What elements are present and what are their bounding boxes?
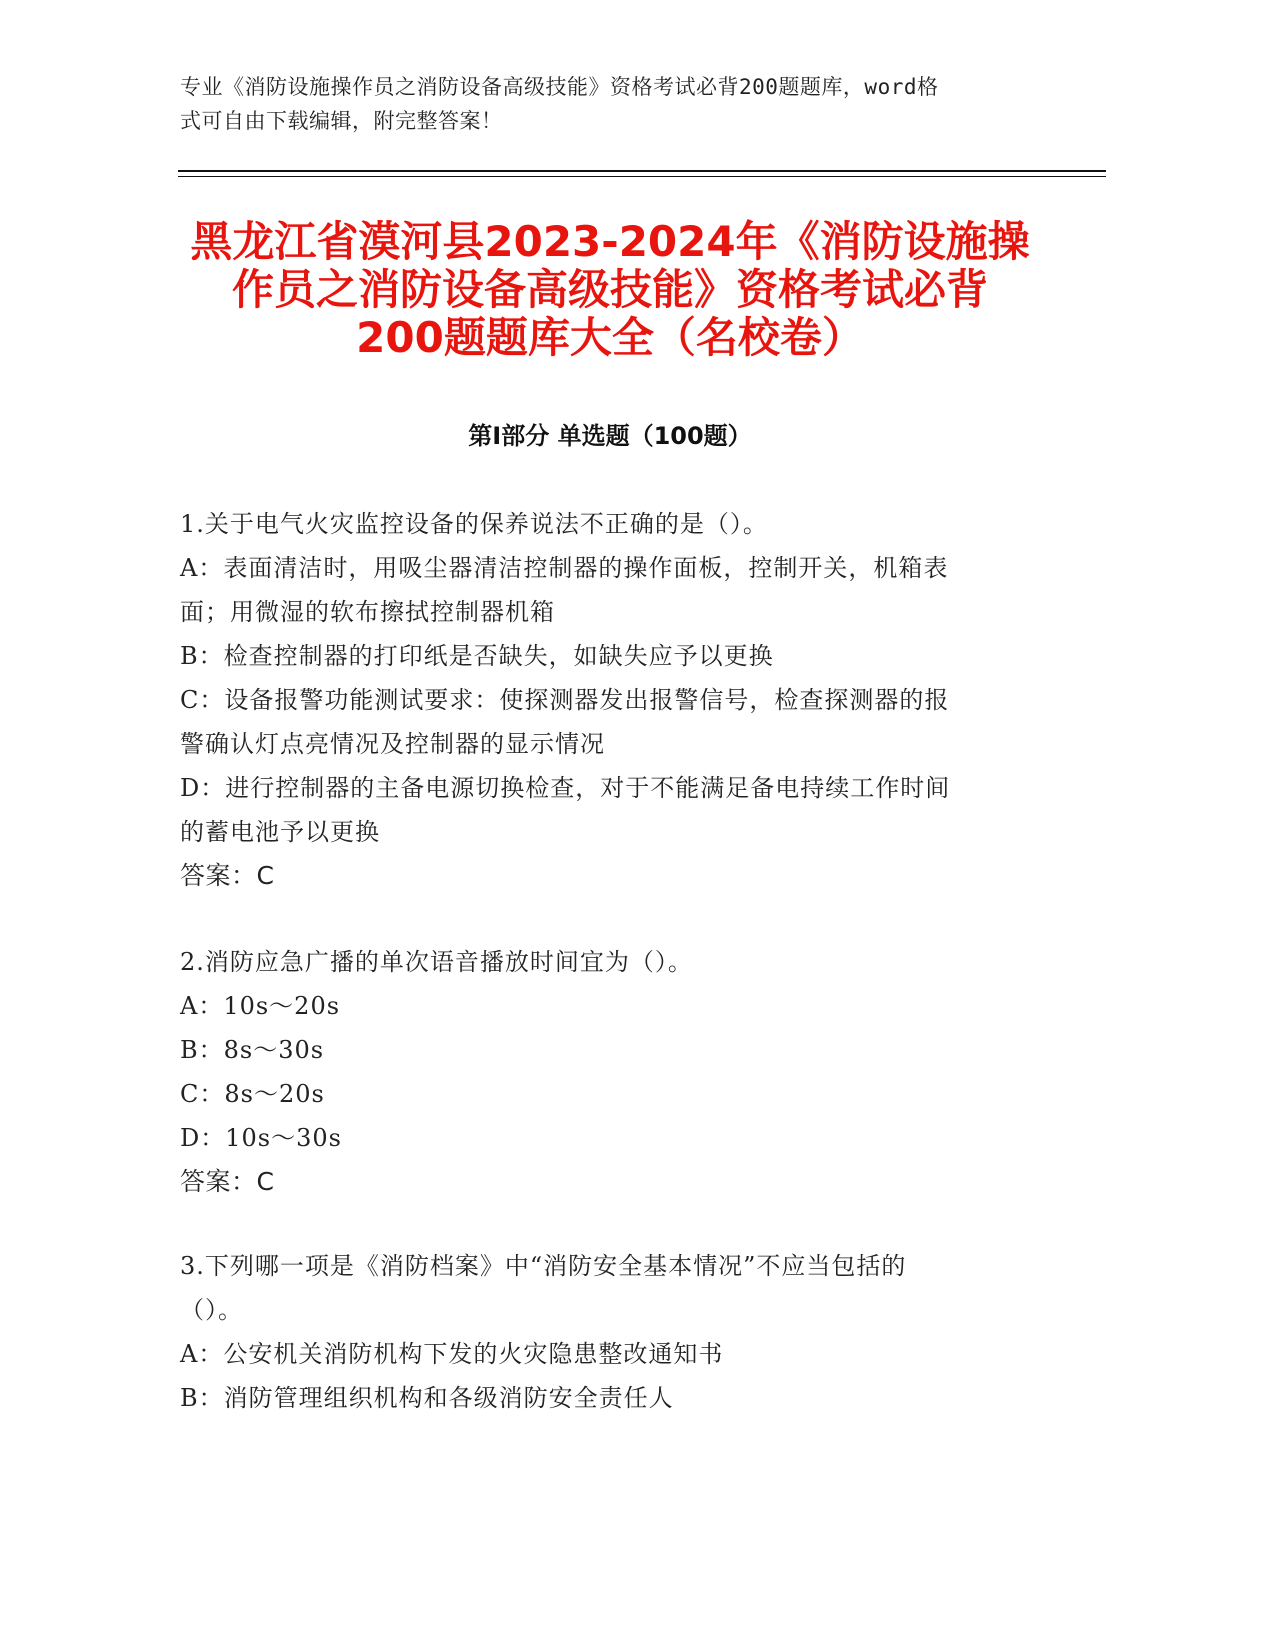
header-note-line: 专业《消防设施操作员之消防设备高级技能》资格考试必背200题题库，word格 <box>180 75 939 99</box>
document-title <box>180 218 1040 362</box>
question-stem: 3.下列哪一项是《消防档案》中“消防安全基本情况”不应当包括的 <box>180 1252 907 1280</box>
option-d: D：进行控制器的主备电源切换检查，对于不能满足备电持续工作时间 <box>180 774 951 802</box>
option-c: C：8s～20s <box>180 1080 325 1108</box>
option-b: B：消防管理组织机构和各级消防安全责任人 <box>180 1384 674 1412</box>
question-3 <box>180 1244 1040 1420</box>
option-a: A：10s～20s <box>180 992 341 1020</box>
option-d: D：10s～30s <box>180 1124 342 1152</box>
header-divider-thin <box>178 176 1106 177</box>
option-a-cont: 面；用微湿的软布擦拭控制器机箱 <box>180 598 555 626</box>
option-a: A：表面清洁时，用吸尘器清洁控制器的操作面板，控制开关，机箱表 <box>180 554 949 582</box>
question-stem: 1.关于电气火灾监控设备的保养说法不正确的是（）。 <box>180 510 768 538</box>
question-2 <box>180 940 1040 1204</box>
question-stem: 2.消防应急广播的单次语音播放时间宜为（）。 <box>180 948 693 976</box>
answer: 答案：C <box>180 1167 275 1196</box>
option-b: B：检查控制器的打印纸是否缺失，如缺失应予以更换 <box>180 642 774 670</box>
option-b: B：8s～30s <box>180 1036 325 1064</box>
header-note-line: 式可自由下载编辑，附完整答案！ <box>180 109 503 133</box>
header-divider-thick <box>178 170 1106 172</box>
title-line: 黑龙江省漠河县2023-2024年《消防设施操 <box>190 217 1030 266</box>
section-title: 第Ⅰ部分 单选题（100题） <box>468 422 752 450</box>
question-1 <box>180 502 1040 898</box>
question-stem-cont: （）。 <box>180 1296 243 1324</box>
option-c-cont: 警确认灯点亮情况及控制器的显示情况 <box>180 730 605 758</box>
title-line: 作员之消防设备高级技能》资格考试必背 <box>231 265 988 314</box>
option-a: A：公安机关消防机构下发的火灾隐患整改通知书 <box>180 1340 724 1368</box>
header-note <box>180 70 1040 138</box>
option-c: C：设备报警功能测试要求：使探测器发出报警信号，检查探测器的报 <box>180 686 950 714</box>
title-line: 200题题库大全（名校卷） <box>356 313 864 362</box>
option-d-cont: 的蓄电池予以更换 <box>180 818 380 846</box>
answer: 答案：C <box>180 861 275 890</box>
